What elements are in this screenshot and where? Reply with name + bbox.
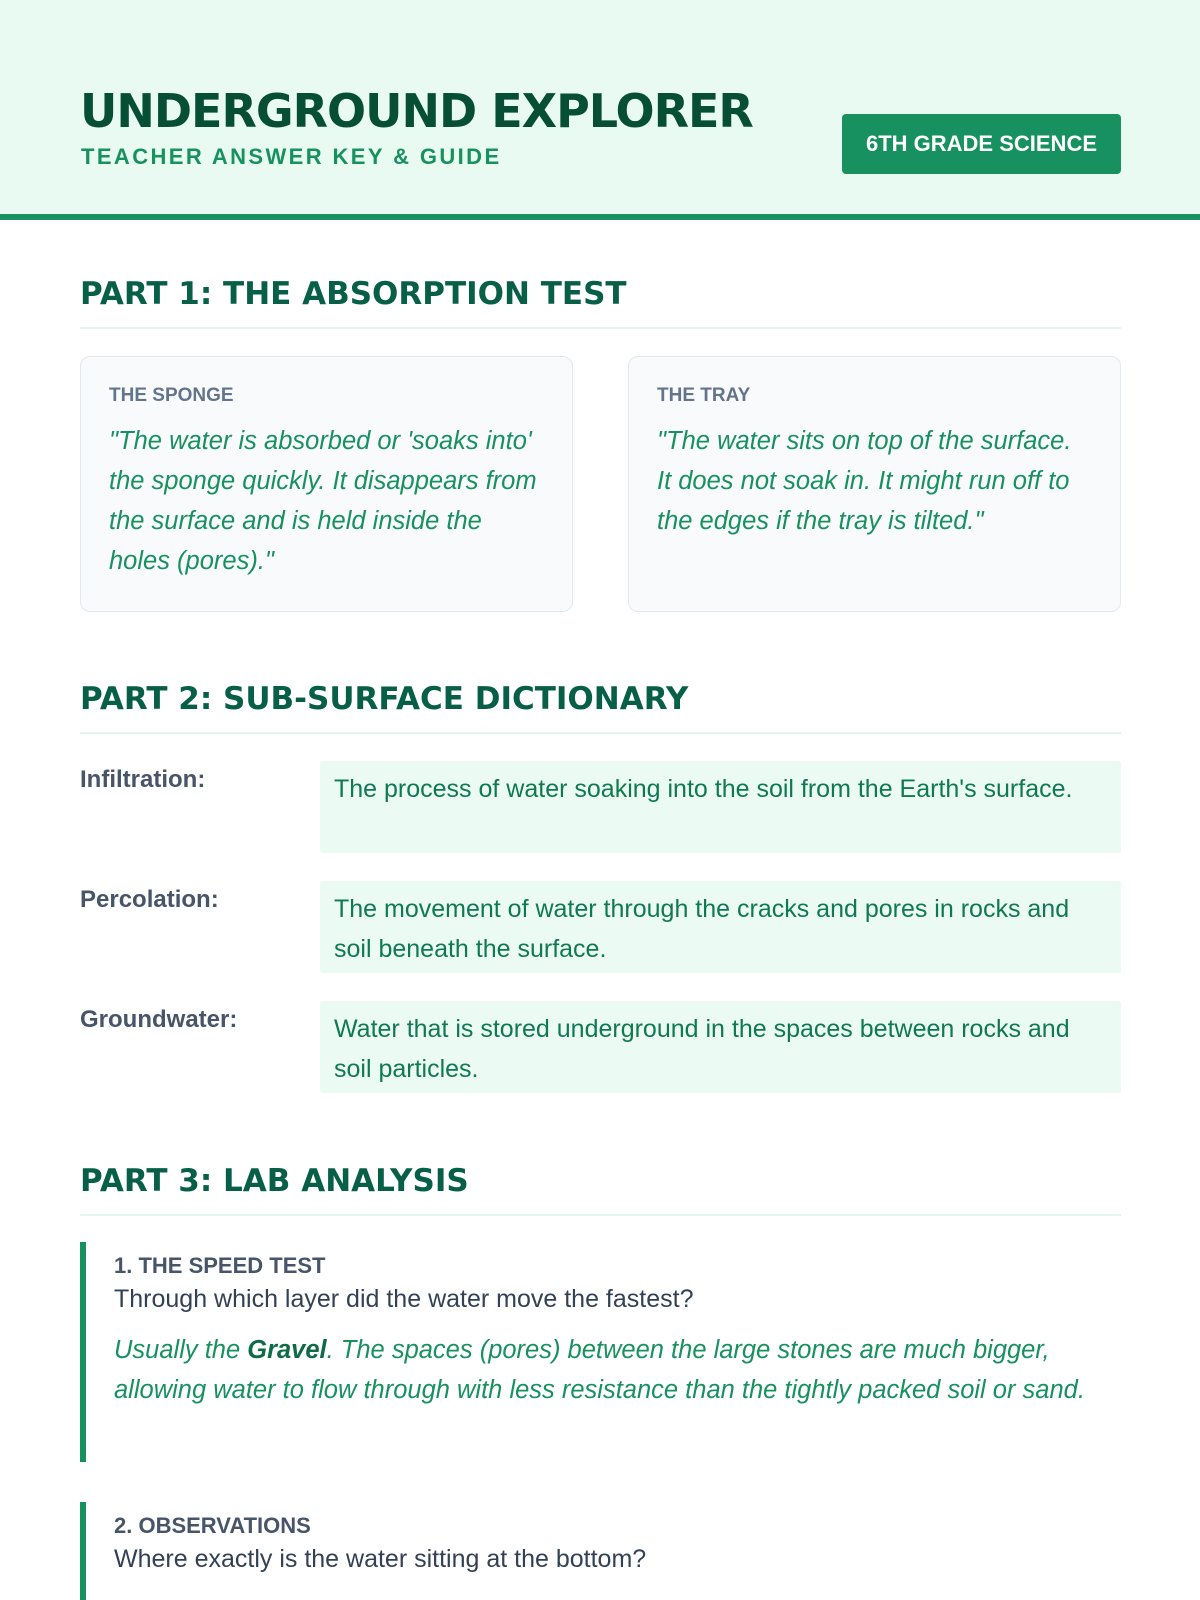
question-observations — [80, 1502, 1121, 1600]
section-divider — [80, 1214, 1121, 1216]
question-text: Through which layer did the water move the fastest? — [114, 1285, 694, 1313]
sponge-card — [80, 356, 573, 612]
question-label: 2. OBSERVATIONS — [114, 1513, 311, 1538]
section-divider — [80, 732, 1121, 734]
tray-card — [628, 356, 1121, 612]
term-infiltration: Infiltration: — [80, 766, 206, 793]
answer-prefix: Usually the — [114, 1336, 248, 1364]
section-title-part2: PART 2: SUB-SURFACE DICTIONARY — [80, 681, 689, 717]
section-title-part1: PART 1: THE ABSORPTION TEST — [80, 276, 627, 312]
answer-rest: . The spaces (pores) between the large stones are much bigger, allowing water to flow through with less resistance than the tightly packed soil or sand. — [114, 1336, 1085, 1404]
question-speed-test — [80, 1242, 1121, 1462]
question-answer — [114, 1330, 1121, 1410]
definition-percolation: The movement of water through the cracks and pores in rocks and soil beneath the surface. — [320, 881, 1121, 973]
page-title: UNDERGROUND EXPLORER — [80, 84, 753, 138]
card-label: THE SPONGE — [109, 385, 234, 406]
answer-keyword: Gravel — [247, 1336, 327, 1364]
term-groundwater: Groundwater: — [80, 1006, 238, 1033]
card-answer: "The water sits on top of the surface. It does not soak in. It might run off to the edges if the tray is tilted." — [657, 427, 1072, 535]
card-label: THE TRAY — [657, 385, 751, 406]
grade-badge: 6TH GRADE SCIENCE — [842, 114, 1121, 174]
question-label: 1. THE SPEED TEST — [114, 1253, 326, 1278]
card-answer: "The water is absorbed or 'soaks into' the sponge quickly. It disappears from the surface and is held inside the holes (pores)." — [109, 427, 537, 575]
section-title-part3: PART 3: LAB ANALYSIS — [80, 1163, 469, 1199]
definition-groundwater: Water that is stored underground in the spaces between rocks and soil particles. — [320, 1001, 1121, 1093]
section-divider — [80, 327, 1121, 329]
definition-infiltration: The process of water soaking into the soil from the Earth's surface. — [320, 761, 1121, 853]
page-header — [0, 0, 1200, 220]
term-percolation: Percolation: — [80, 886, 219, 913]
question-text: Where exactly is the water sitting at the bottom? — [114, 1545, 647, 1573]
page-subtitle: TEACHER ANSWER KEY & GUIDE — [81, 144, 502, 169]
